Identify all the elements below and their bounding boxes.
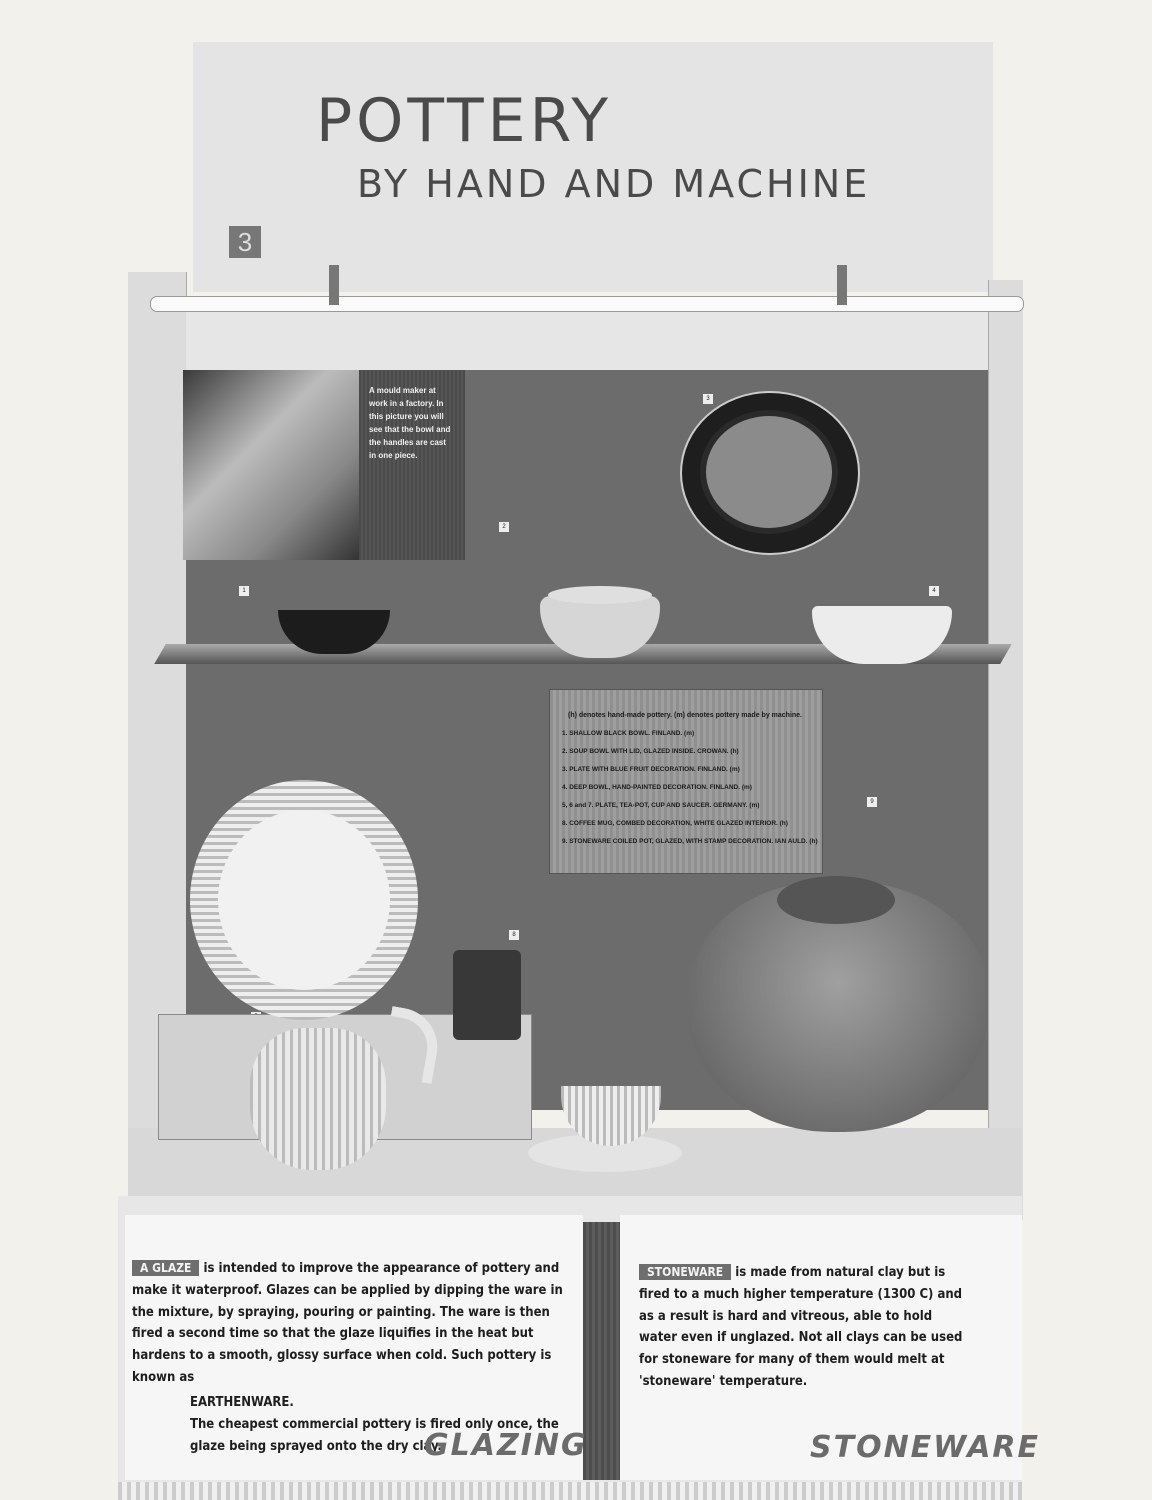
label-board-list <box>562 730 818 856</box>
soup-bowl-lid <box>548 586 652 604</box>
label-item: 8. COFFEE MUG, COMBED DECORATION, WHITE GLAZED INTERIOR. (h) <box>562 820 788 827</box>
bracket-right <box>837 265 847 305</box>
stoneware-pot-neck <box>777 876 895 924</box>
coffee-mug-item-8 <box>453 950 521 1040</box>
stoneware-description <box>639 1262 969 1393</box>
glaze-tag: A GLAZE <box>132 1260 199 1276</box>
perforated-strip <box>118 1482 1022 1500</box>
glazing-description <box>132 1258 572 1389</box>
stoneware-title: STONEWARE <box>810 1430 1041 1465</box>
item-tag-4: 4 <box>929 586 939 596</box>
label-board-header: (h) denotes hand-made pottery. (m) denotes pottery made by machine. <box>567 712 802 719</box>
bracket-left <box>329 265 339 305</box>
teapot-item-6 <box>250 1028 386 1170</box>
item-tag-9: 9 <box>867 797 877 807</box>
photo-caption: A mould maker at work in a factory. In this picture you will see that the bowl and the handles are cast in one piece. <box>369 386 451 460</box>
glazing-title: GLAZING <box>424 1428 588 1463</box>
stoneware-tag: STONEWARE <box>639 1264 731 1280</box>
glazing-text: is intended to improve the appearance of pottery and make it waterproof. Glazes can be applied by dipping the ware in the mixture, by spraying, pouring or painting. The ware is then fired a second time so that the glaze liquifies in the heat but hardens to a smooth, glossy surface when cold. Such pottery is known as <box>132 1261 563 1385</box>
panel-divider <box>583 1222 620 1480</box>
cabinet-right-side <box>988 280 1023 1220</box>
label-item: 4. DEEP BOWL, HAND-PAINTED DECORATION. FINLAND. (m) <box>562 784 752 791</box>
item-tag-2: 2 <box>499 522 509 532</box>
label-item: 5, 6 and 7. PLATE, TEA-POT, CUP AND SAUCER. GERMANY. (m) <box>562 802 760 809</box>
case-number-badge: 3 <box>229 226 261 258</box>
plate-item-3-fruit-decoration <box>700 410 838 534</box>
cabinet-top <box>186 310 988 370</box>
exhibit-title: POTTERY <box>316 86 613 156</box>
label-item: 1. SHALLOW BLACK BOWL. FINLAND. (m) <box>562 730 695 737</box>
glazing-text-2: The cheapest commercial pottery is fired only once, the glaze being sprayed onto the dry clay. <box>190 1416 559 1454</box>
exhibit-subtitle: BY HAND AND MACHINE <box>357 162 871 206</box>
stoneware-text: is made from natural clay but is fired to a much higher temperature (1300 C) and as a result is hard and vitreous, able to hold water even if unglazed. Not all clays can be used for stoneware for many of them would melt at 'stoneware' temperature. <box>639 1265 963 1389</box>
mould-maker-photo <box>183 370 359 560</box>
plate-item-5-center <box>218 810 390 990</box>
item-tag-3: 3 <box>703 394 713 404</box>
item-tag-8: 8 <box>509 930 519 940</box>
label-item: 3. PLATE WITH BLUE FRUIT DECORATION. FINLAND. (m) <box>562 766 740 773</box>
label-item: 9. STONEWARE COILED POT, GLAZED, WITH STAMP DECORATION. IAN AULD. (h) <box>562 838 818 845</box>
top-rail <box>150 296 1024 312</box>
earthenware-label: EARTHENWARE. <box>190 1395 294 1410</box>
item-tag-1: 1 <box>239 586 249 596</box>
label-item: 2. SOUP BOWL WITH LID, GLAZED INSIDE. CROWAN. (h) <box>562 748 739 755</box>
